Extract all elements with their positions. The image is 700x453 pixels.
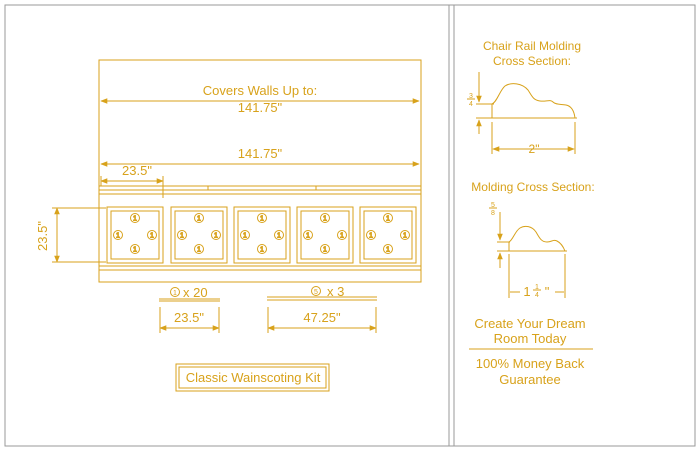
molding-width-numerator: 1 [535, 284, 539, 291]
panel-callout-number: 1 [323, 246, 327, 254]
panel-callout-number: 1 [180, 232, 184, 240]
panel-callout-number: 1 [403, 232, 407, 240]
panel-height-label: 23.5" [35, 221, 50, 251]
wainscoting-elevation [52, 60, 421, 391]
kit-title: Classic Wainscoting Kit [185, 370, 321, 385]
panel-callout-number: 1 [197, 246, 201, 254]
panel-callout-number: 1 [133, 215, 137, 223]
molding-height-numerator: 5 [491, 202, 495, 209]
panel-callout-number: 1 [116, 232, 120, 240]
panel-callout-number: 1 [260, 215, 264, 223]
panel-callout-number: 1 [197, 215, 201, 223]
callout-number-part-one: 1 [173, 290, 177, 297]
wall-panel [234, 207, 290, 263]
wall-panel [107, 207, 163, 263]
promo-line-1: Create Your Dream [474, 316, 586, 331]
wall-panel [360, 207, 416, 263]
chair-rail-height-denominator: 4 [469, 101, 473, 108]
covers-label: Covers Walls Up to: [202, 83, 318, 98]
molding-profile [509, 226, 565, 251]
molding-title: Molding Cross Section: [471, 180, 595, 194]
chair-rail-profile [492, 84, 575, 118]
total-width-label: 141.75" [237, 146, 283, 161]
cross-section-labels [467, 39, 595, 387]
panel-width-label: 23.5" [122, 163, 152, 178]
main-labels [35, 83, 344, 385]
panel-callout-number: 1 [260, 246, 264, 254]
molding-height-denominator: 8 [491, 210, 495, 217]
chair-rail-width-label: 2" [528, 142, 540, 156]
outer-border [5, 5, 695, 446]
panel-callout-number: 1 [323, 215, 327, 223]
guarantee-line-2: Guarantee [499, 372, 561, 387]
panel-callout-number: 1 [340, 232, 344, 240]
panel-callout-number: 1 [306, 232, 310, 240]
part-five-quantity: x 3 [327, 284, 345, 299]
callout-number-part-five: 5 [314, 289, 318, 296]
chair-rail-title-line-2: Cross Section: [492, 54, 572, 68]
panel-callout-number: 1 [277, 232, 281, 240]
molding-width-denominator: 4 [535, 292, 539, 299]
page-frame [5, 5, 695, 446]
part-five-length: 47.25" [303, 310, 341, 325]
panel-group [107, 207, 416, 263]
panel-callout-number: 1 [214, 232, 218, 240]
part-one-length: 23.5" [174, 310, 204, 325]
panel-callout-number: 1 [150, 232, 154, 240]
panel-callout-number: 1 [243, 232, 247, 240]
guarantee-line-1: 100% Money Back [475, 356, 585, 371]
wall-panel [297, 207, 353, 263]
molding-width-whole: 1 [523, 284, 531, 299]
panel-callout-number: 1 [133, 246, 137, 254]
cross-section-drawings [469, 72, 593, 349]
chair-rail-title-line-1: Chair Rail Molding [482, 39, 582, 53]
part-one-quantity: x 20 [183, 285, 208, 300]
panel-callout-number: 1 [386, 215, 390, 223]
covers-value: 141.75" [237, 100, 283, 115]
chair-rail-height-numerator: 3 [469, 93, 473, 100]
molding-width-unit: " [544, 284, 550, 299]
wall-panel [171, 207, 227, 263]
panel-callout-number: 1 [386, 246, 390, 254]
promo-line-2: Room Today [493, 331, 567, 346]
panel-callout-number: 1 [369, 232, 373, 240]
